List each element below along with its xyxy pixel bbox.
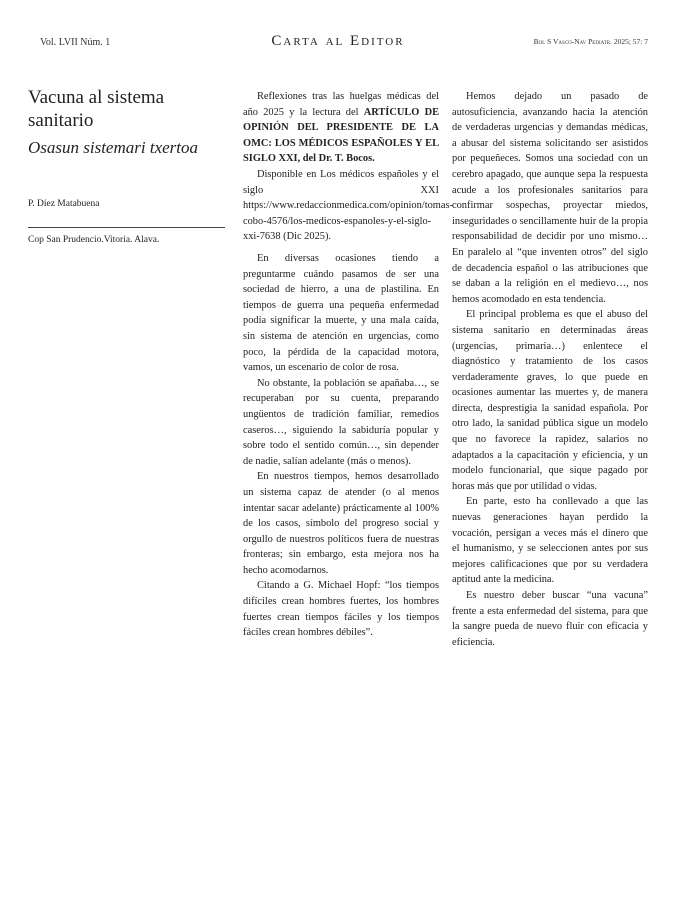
intro-text: Reflexiones tras las huelgas médicas del año 2025 y la lectura del <box>243 91 439 118</box>
body-paragraph: En diversas ocasiones tiendo a preguntarme cuándo pasamos de ser una sociedad de hierro, a una de plastilina. En tiempos de guerra una pequeña enfermedad podía significar la muerte, y una mala caída, sin sistema de atención en urgencias, como poco, la pérdida de la capacidad motora, vamos, un escenario de color de rosa. <box>243 253 439 374</box>
author: P. Díez Matabuena <box>28 199 100 209</box>
referenced-article: ARTÍCULO DE OPINIÓN DEL PRESIDENTE DE LA OMC: LOS MÉDICOS ESPAÑOLES Y EL SIGLO XXI, del Dr. T. Bocos. <box>243 106 440 165</box>
journal-citation: Bol S Vasco-Nav Pediatr. 2025; 57: 7 <box>533 37 648 46</box>
body-paragraph: Citando a G. Michael Hopf: “los tiempos difíciles crean hombres fuertes, los hombres fuertes crean tiempos fáciles y los tiempos fáciles crean hombres débiles”. <box>243 580 439 639</box>
article-subtitle: Osasun sistemari txertoa <box>28 138 198 157</box>
body-paragraph: En parte, esto ha conllevado a que las nuevas generaciones hayan perdido la vocación, persigan a veces más el dinero que el humanismo, y se seleccionen antes por sus mejores calificaciones que por su verdadera aptitud ante la medicina. <box>452 496 648 586</box>
body-paragraph: En nuestros tiempos, hemos desarrollado un sistema capaz de atender (o al menos intentar sacar adelante) prácticamente al 100% de los casos, símbolo del progreso social y orgullo de nuestros políticos fuera de nuestras fronteras; sin embargo, esta mejora nos ha hecho acomodarnos. <box>243 471 439 576</box>
source-paragraph: Disponible en Los médicos españoles y el siglo XXI https://www.redaccionmedica.com/opinion/tomas-cobo-4576/los-medicos-espanoles-y-el-siglo-xxi-7638 (Dic 2025). <box>243 168 453 243</box>
body-paragraph: No obstante, la población se apañaba…, se recuperaban por su cuenta, preparando ungüentos de tradición familiar, remedios caseros…, siguiendo la sabiduría popular y sobre todo el sentido común…, sin depender de nadie, salían adelante (más o menos). <box>243 377 439 467</box>
body-column-2 <box>452 89 648 650</box>
intro-paragraph <box>243 89 439 167</box>
volume-number: Vol. LVII Núm. 1 <box>40 37 111 48</box>
section-title: Carta al Editor <box>271 33 405 49</box>
affiliation: Cop San Prudencio.Vitoria. Alava. <box>28 235 160 245</box>
divider <box>28 227 225 228</box>
body-column-1 <box>243 251 439 641</box>
article-title: Vacuna al sistema sanitario <box>28 87 165 131</box>
body-paragraph: El principal problema es que el abuso del sistema sanitario en determinadas áreas (urgencias, primaria…) enlentece el diagnóstico y tratamiento de los casos verdaderamente graves, lo que puede en ocasiones aumentar las muertes y, de manera directa, desprestigia la sanidad española. Por otro lado, la sanidad pública sigue un modelo que no favorece la rapidez, salarios no adaptados a la capacitación y eficiencia, y un modelo funcionarial, que sique pagado por horas más que por utilidad o vidas. <box>452 309 648 492</box>
body-paragraph: Hemos dejado un pasado de autosuficiencia, avanzando hacia la atención de verdaderas urgencias y demandas médicas, a abusar del sistema solicitando ser asistidos por pequeñeces. Somos una sociedad con un cerebro apagado, que aunque sepa la respuesta acude a los profesionales sanitarios para confirmar sospechas, proyectar miedos, inseguridades o sencillamente huir de la propia responsabilidad de decidir por uno mismo… En paralelo al “que inventen otros” del siglo de decadencia español o las atribuciones que se daban a la religión en el medievo…, nos hemos acomodado en esta tendencia. <box>452 91 648 305</box>
intro-block <box>243 89 453 245</box>
body-paragraph: Es nuestro deber buscar “una vacuna” frente a esta enfermedad del sistema, para que la sangre pueda de nuevo fluir con eficacia y eficiencia. <box>452 590 648 648</box>
